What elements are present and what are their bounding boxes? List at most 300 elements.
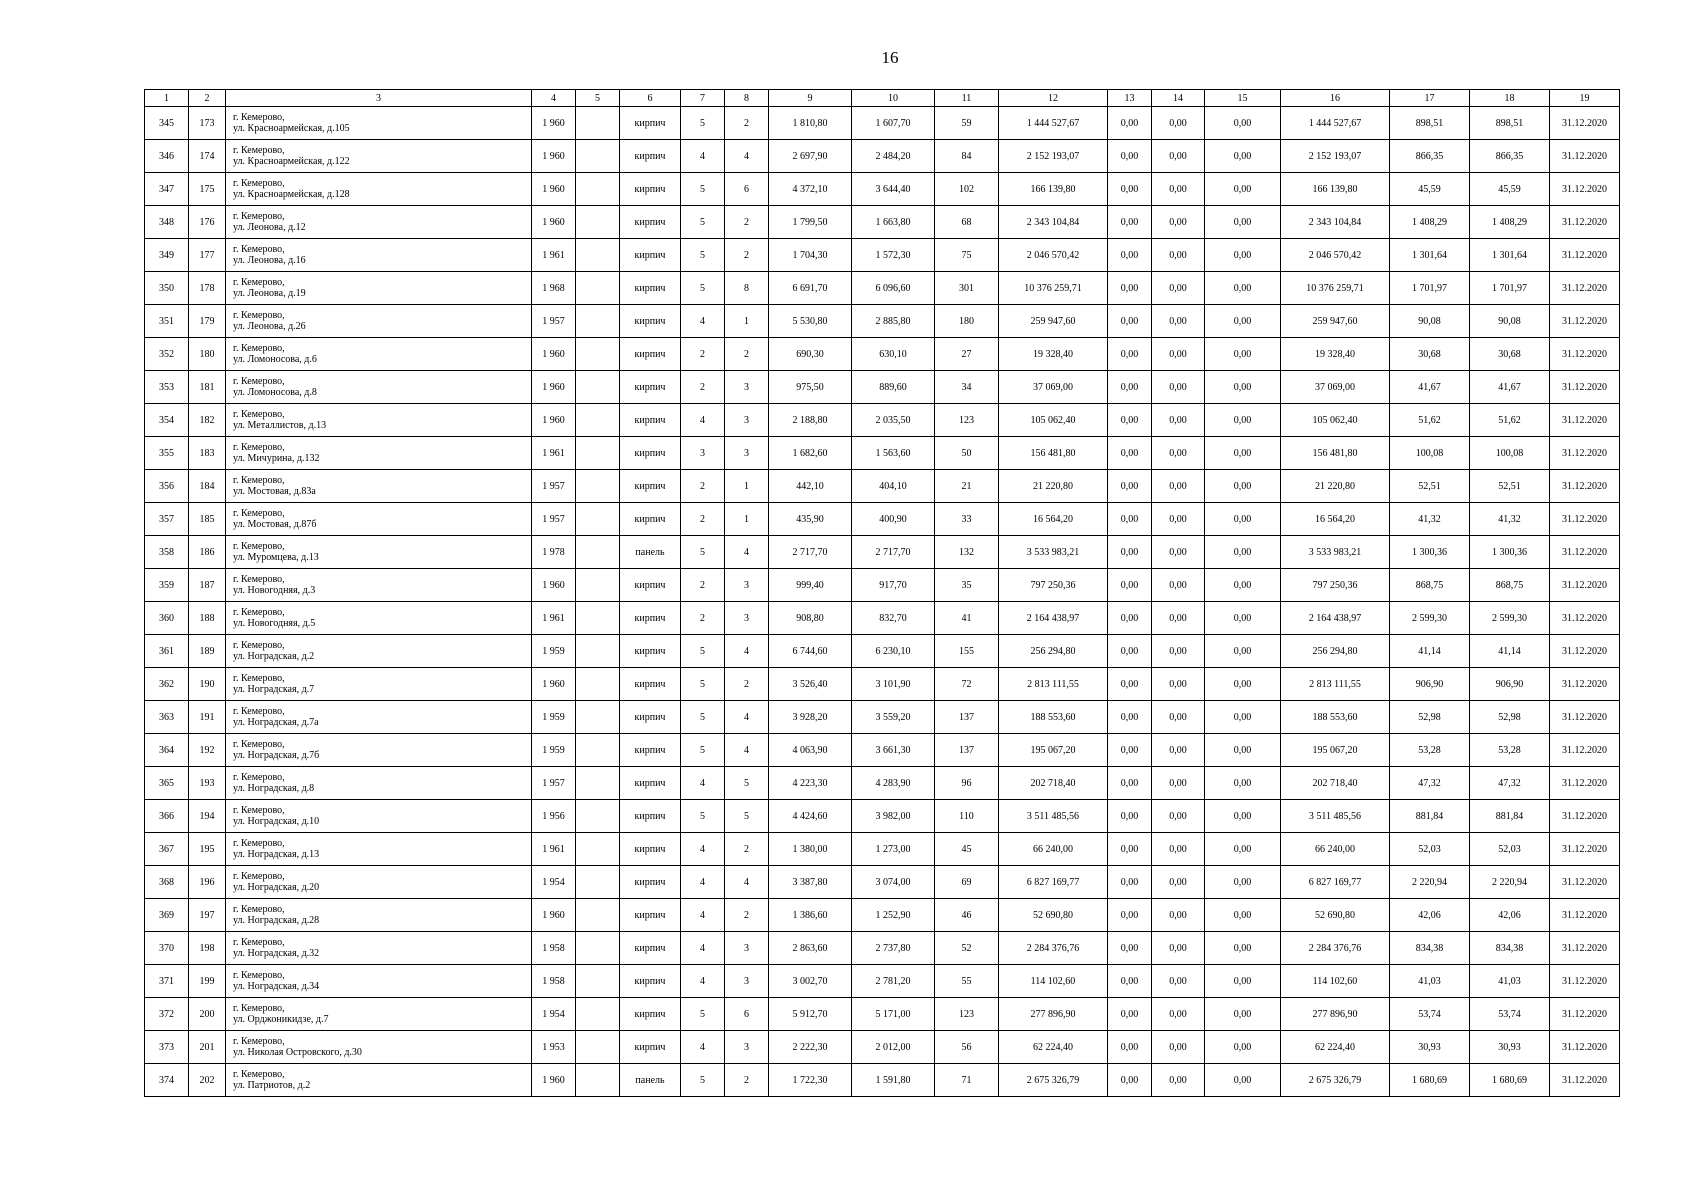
- floors-cell: 4: [681, 1031, 725, 1064]
- object-number-cell: 174: [189, 140, 226, 173]
- col14-cell: 0,00: [1152, 602, 1205, 635]
- date-cell: 31.12.2020: [1550, 107, 1620, 140]
- col15-cell: 0,00: [1205, 866, 1281, 899]
- material-cell: кирпич: [620, 998, 681, 1031]
- col16-cell: 2 046 570,42: [1281, 239, 1390, 272]
- row-number-cell: 373: [145, 1031, 189, 1064]
- living-area-cell: 1 563,60: [852, 437, 935, 470]
- total-area-cell: 4 372,10: [769, 173, 852, 206]
- floors-cell: 4: [681, 305, 725, 338]
- col13-cell: 0,00: [1108, 404, 1152, 437]
- col17-cell: 1 680,69: [1390, 1064, 1470, 1097]
- col12-cell: 19 328,40: [999, 338, 1108, 371]
- row-number-cell: 368: [145, 866, 189, 899]
- year-cell: 1 958: [532, 932, 576, 965]
- material-cell: панель: [620, 1064, 681, 1097]
- address-cell: [226, 173, 532, 206]
- address-cell: [226, 503, 532, 536]
- table-row: [145, 536, 1620, 569]
- date-cell: 31.12.2020: [1550, 371, 1620, 404]
- table-body: [145, 107, 1620, 1097]
- year-cell: 1 960: [532, 206, 576, 239]
- floors-cell: 5: [681, 635, 725, 668]
- col15-cell: 0,00: [1205, 371, 1281, 404]
- year-cell: 1 959: [532, 701, 576, 734]
- material-cell: кирпич: [620, 272, 681, 305]
- column-header-5: 5: [576, 90, 620, 107]
- floors-cell: 5: [681, 668, 725, 701]
- address-city: г. Кемерово,: [233, 772, 285, 783]
- object-number-cell: 180: [189, 338, 226, 371]
- col17-cell: 42,06: [1390, 899, 1470, 932]
- col18-cell: 1 680,69: [1470, 1064, 1550, 1097]
- entrances-cell: 6: [725, 998, 769, 1031]
- table-row: [145, 206, 1620, 239]
- col14-cell: 0,00: [1152, 569, 1205, 602]
- address-city: г. Кемерово,: [233, 706, 285, 717]
- col12-cell: 21 220,80: [999, 470, 1108, 503]
- entrances-cell: 3: [725, 1031, 769, 1064]
- col17-cell: 2 220,94: [1390, 866, 1470, 899]
- floors-cell: 4: [681, 404, 725, 437]
- table-row: [145, 272, 1620, 305]
- col17-cell: 100,08: [1390, 437, 1470, 470]
- row-number-cell: 359: [145, 569, 189, 602]
- living-area-cell: 3 644,40: [852, 173, 935, 206]
- living-area-cell: 2 717,70: [852, 536, 935, 569]
- year-cell: 1 960: [532, 1064, 576, 1097]
- year-cell: 1 960: [532, 569, 576, 602]
- residents-cell: 55: [935, 965, 999, 998]
- residents-cell: 132: [935, 536, 999, 569]
- address-street: ул. Ломоносова, д.8: [233, 387, 317, 398]
- col17-cell: 90,08: [1390, 305, 1470, 338]
- living-area-cell: 4 283,90: [852, 767, 935, 800]
- year-cell: 1 961: [532, 833, 576, 866]
- column-header-6: 6: [620, 90, 681, 107]
- table-row: [145, 668, 1620, 701]
- col15-cell: 0,00: [1205, 1064, 1281, 1097]
- address-city: г. Кемерово,: [233, 409, 285, 420]
- col18-cell: 51,62: [1470, 404, 1550, 437]
- table-header: [145, 90, 1620, 107]
- living-area-cell: 3 074,00: [852, 866, 935, 899]
- floors-cell: 4: [681, 965, 725, 998]
- address-street: ул. Ноградская, д.7а: [233, 717, 319, 728]
- residents-cell: 75: [935, 239, 999, 272]
- residents-cell: 155: [935, 635, 999, 668]
- residents-cell: 45: [935, 833, 999, 866]
- total-area-cell: 999,40: [769, 569, 852, 602]
- col16-cell: 3 511 485,56: [1281, 800, 1390, 833]
- col13-cell: 0,00: [1108, 437, 1152, 470]
- col18-cell: 868,75: [1470, 569, 1550, 602]
- address-city: г. Кемерово,: [233, 739, 285, 750]
- col12-cell: 3 511 485,56: [999, 800, 1108, 833]
- address-street: ул. Металлистов, д.13: [233, 420, 327, 431]
- address-city: г. Кемерово,: [233, 805, 285, 816]
- address-cell: [226, 305, 532, 338]
- col18-cell: 41,32: [1470, 503, 1550, 536]
- living-area-cell: 3 101,90: [852, 668, 935, 701]
- col16-cell: 797 250,36: [1281, 569, 1390, 602]
- column-header-16: 16: [1281, 90, 1390, 107]
- col5-cell: [576, 305, 620, 338]
- residents-cell: 27: [935, 338, 999, 371]
- material-cell: кирпич: [620, 701, 681, 734]
- col13-cell: 0,00: [1108, 668, 1152, 701]
- address-city: г. Кемерово,: [233, 970, 285, 981]
- object-number-cell: 192: [189, 734, 226, 767]
- col16-cell: 114 102,60: [1281, 965, 1390, 998]
- total-area-cell: 4 063,90: [769, 734, 852, 767]
- col16-cell: 2 164 438,97: [1281, 602, 1390, 635]
- col17-cell: 47,32: [1390, 767, 1470, 800]
- col13-cell: 0,00: [1108, 1031, 1152, 1064]
- material-cell: кирпич: [620, 569, 681, 602]
- object-number-cell: 182: [189, 404, 226, 437]
- col14-cell: 0,00: [1152, 107, 1205, 140]
- object-number-cell: 187: [189, 569, 226, 602]
- residents-cell: 68: [935, 206, 999, 239]
- living-area-cell: 1 273,00: [852, 833, 935, 866]
- col14-cell: 0,00: [1152, 272, 1205, 305]
- address-cell: [226, 140, 532, 173]
- object-number-cell: 185: [189, 503, 226, 536]
- col15-cell: 0,00: [1205, 1031, 1281, 1064]
- floors-cell: 4: [681, 767, 725, 800]
- material-cell: кирпич: [620, 305, 681, 338]
- living-area-cell: 1 607,70: [852, 107, 935, 140]
- col15-cell: 0,00: [1205, 734, 1281, 767]
- col17-cell: 52,98: [1390, 701, 1470, 734]
- col5-cell: [576, 107, 620, 140]
- living-area-cell: 2 737,80: [852, 932, 935, 965]
- entrances-cell: 2: [725, 239, 769, 272]
- col18-cell: 1 701,97: [1470, 272, 1550, 305]
- floors-cell: 3: [681, 437, 725, 470]
- row-number-cell: 367: [145, 833, 189, 866]
- entrances-cell: 2: [725, 899, 769, 932]
- table-row: [145, 305, 1620, 338]
- material-cell: кирпич: [620, 734, 681, 767]
- col18-cell: 52,51: [1470, 470, 1550, 503]
- date-cell: 31.12.2020: [1550, 503, 1620, 536]
- address-street: ул. Красноармейская, д.122: [233, 156, 350, 167]
- living-area-cell: 2 781,20: [852, 965, 935, 998]
- table-row: [145, 338, 1620, 371]
- address-cell: [226, 932, 532, 965]
- col16-cell: 1 444 527,67: [1281, 107, 1390, 140]
- col18-cell: 41,03: [1470, 965, 1550, 998]
- object-number-cell: 176: [189, 206, 226, 239]
- object-number-cell: 183: [189, 437, 226, 470]
- row-number-cell: 350: [145, 272, 189, 305]
- residents-cell: 110: [935, 800, 999, 833]
- column-header-4: 4: [532, 90, 576, 107]
- col12-cell: 259 947,60: [999, 305, 1108, 338]
- object-number-cell: 198: [189, 932, 226, 965]
- column-header-12: 12: [999, 90, 1108, 107]
- row-number-cell: 358: [145, 536, 189, 569]
- col16-cell: 2 343 104,84: [1281, 206, 1390, 239]
- col15-cell: 0,00: [1205, 206, 1281, 239]
- row-number-cell: 370: [145, 932, 189, 965]
- material-cell: кирпич: [620, 833, 681, 866]
- col17-cell: 868,75: [1390, 569, 1470, 602]
- year-cell: 1 960: [532, 140, 576, 173]
- material-cell: кирпич: [620, 767, 681, 800]
- total-area-cell: 3 002,70: [769, 965, 852, 998]
- table-row: [145, 404, 1620, 437]
- col16-cell: 105 062,40: [1281, 404, 1390, 437]
- col17-cell: 2 599,30: [1390, 602, 1470, 635]
- col15-cell: 0,00: [1205, 404, 1281, 437]
- col14-cell: 0,00: [1152, 173, 1205, 206]
- col5-cell: [576, 998, 620, 1031]
- floors-cell: 4: [681, 866, 725, 899]
- floors-cell: 2: [681, 503, 725, 536]
- address-city: г. Кемерово,: [233, 1069, 285, 1080]
- address-cell: [226, 404, 532, 437]
- year-cell: 1 954: [532, 866, 576, 899]
- column-header-7: 7: [681, 90, 725, 107]
- entrances-cell: 3: [725, 602, 769, 635]
- header-row: [145, 90, 1620, 107]
- date-cell: 31.12.2020: [1550, 437, 1620, 470]
- col17-cell: 898,51: [1390, 107, 1470, 140]
- col13-cell: 0,00: [1108, 470, 1152, 503]
- col17-cell: 52,03: [1390, 833, 1470, 866]
- object-number-cell: 178: [189, 272, 226, 305]
- address-cell: [226, 470, 532, 503]
- address-cell: [226, 536, 532, 569]
- col5-cell: [576, 1064, 620, 1097]
- row-number-cell: 356: [145, 470, 189, 503]
- page-number: 16: [881, 48, 899, 67]
- floors-cell: 4: [681, 899, 725, 932]
- col18-cell: 898,51: [1470, 107, 1550, 140]
- col15-cell: 0,00: [1205, 932, 1281, 965]
- col18-cell: 42,06: [1470, 899, 1550, 932]
- date-cell: 31.12.2020: [1550, 569, 1620, 602]
- col14-cell: 0,00: [1152, 965, 1205, 998]
- col5-cell: [576, 635, 620, 668]
- col15-cell: 0,00: [1205, 668, 1281, 701]
- address-street: ул. Мостовая, д.83а: [233, 486, 316, 497]
- col14-cell: 0,00: [1152, 701, 1205, 734]
- object-number-cell: 202: [189, 1064, 226, 1097]
- col18-cell: 41,14: [1470, 635, 1550, 668]
- address-city: г. Кемерово,: [233, 244, 285, 255]
- column-header-9: 9: [769, 90, 852, 107]
- table-row: [145, 635, 1620, 668]
- date-cell: 31.12.2020: [1550, 866, 1620, 899]
- col15-cell: 0,00: [1205, 107, 1281, 140]
- col14-cell: 0,00: [1152, 239, 1205, 272]
- table-row: [145, 767, 1620, 800]
- entrances-cell: 2: [725, 668, 769, 701]
- material-cell: кирпич: [620, 437, 681, 470]
- date-cell: 31.12.2020: [1550, 800, 1620, 833]
- col12-cell: 10 376 259,71: [999, 272, 1108, 305]
- col14-cell: 0,00: [1152, 470, 1205, 503]
- date-cell: 31.12.2020: [1550, 602, 1620, 635]
- year-cell: 1 957: [532, 305, 576, 338]
- living-area-cell: 400,90: [852, 503, 935, 536]
- entrances-cell: 4: [725, 866, 769, 899]
- address-city: г. Кемерово,: [233, 343, 285, 354]
- date-cell: 31.12.2020: [1550, 734, 1620, 767]
- col16-cell: 52 690,80: [1281, 899, 1390, 932]
- table-row: [145, 239, 1620, 272]
- year-cell: 1 968: [532, 272, 576, 305]
- floors-cell: 5: [681, 206, 725, 239]
- address-street: ул. Леонова, д.19: [233, 288, 306, 299]
- floors-cell: 5: [681, 800, 725, 833]
- col15-cell: 0,00: [1205, 998, 1281, 1031]
- col15-cell: 0,00: [1205, 833, 1281, 866]
- column-header-8: 8: [725, 90, 769, 107]
- address-cell: [226, 107, 532, 140]
- col13-cell: 0,00: [1108, 701, 1152, 734]
- address-street: ул. Ноградская, д.10: [233, 816, 320, 827]
- material-cell: кирпич: [620, 338, 681, 371]
- address-city: г. Кемерово,: [233, 310, 285, 321]
- floors-cell: 5: [681, 173, 725, 206]
- col14-cell: 0,00: [1152, 998, 1205, 1031]
- col5-cell: [576, 932, 620, 965]
- residents-cell: 137: [935, 734, 999, 767]
- col16-cell: 3 533 983,21: [1281, 536, 1390, 569]
- col15-cell: 0,00: [1205, 239, 1281, 272]
- col15-cell: 0,00: [1205, 569, 1281, 602]
- col13-cell: 0,00: [1108, 635, 1152, 668]
- year-cell: 1 959: [532, 734, 576, 767]
- total-area-cell: 2 717,70: [769, 536, 852, 569]
- address-cell: [226, 569, 532, 602]
- material-cell: кирпич: [620, 107, 681, 140]
- col5-cell: [576, 173, 620, 206]
- col13-cell: 0,00: [1108, 767, 1152, 800]
- col16-cell: 2 813 111,55: [1281, 668, 1390, 701]
- table-row: [145, 932, 1620, 965]
- address-street: ул. Леонова, д.26: [233, 321, 306, 332]
- address-street: ул. Ноградская, д.28: [233, 915, 320, 926]
- col12-cell: 277 896,90: [999, 998, 1108, 1031]
- col16-cell: 259 947,60: [1281, 305, 1390, 338]
- residents-cell: 56: [935, 1031, 999, 1064]
- address-city: г. Кемерово,: [233, 640, 285, 651]
- row-number-cell: 353: [145, 371, 189, 404]
- material-cell: кирпич: [620, 899, 681, 932]
- row-number-cell: 354: [145, 404, 189, 437]
- column-header-19: 19: [1550, 90, 1620, 107]
- date-cell: 31.12.2020: [1550, 1064, 1620, 1097]
- year-cell: 1 957: [532, 503, 576, 536]
- year-cell: 1 957: [532, 767, 576, 800]
- col17-cell: 30,68: [1390, 338, 1470, 371]
- col18-cell: 866,35: [1470, 140, 1550, 173]
- floors-cell: 4: [681, 833, 725, 866]
- col12-cell: 37 069,00: [999, 371, 1108, 404]
- material-cell: кирпич: [620, 371, 681, 404]
- address-street: ул. Ноградская, д.7: [233, 684, 315, 695]
- entrances-cell: 3: [725, 569, 769, 602]
- address-cell: [226, 602, 532, 635]
- address-street: ул. Ноградская, д.32: [233, 948, 320, 959]
- address-cell: [226, 734, 532, 767]
- date-cell: 31.12.2020: [1550, 536, 1620, 569]
- residents-cell: 34: [935, 371, 999, 404]
- column-header-2: 2: [189, 90, 226, 107]
- object-number-cell: 184: [189, 470, 226, 503]
- col14-cell: 0,00: [1152, 866, 1205, 899]
- residents-cell: 52: [935, 932, 999, 965]
- col16-cell: 66 240,00: [1281, 833, 1390, 866]
- total-area-cell: 2 188,80: [769, 404, 852, 437]
- column-header-15: 15: [1205, 90, 1281, 107]
- col16-cell: 19 328,40: [1281, 338, 1390, 371]
- table-row: [145, 140, 1620, 173]
- material-cell: кирпич: [620, 932, 681, 965]
- address-cell: [226, 701, 532, 734]
- col15-cell: 0,00: [1205, 338, 1281, 371]
- total-area-cell: 1 722,30: [769, 1064, 852, 1097]
- address-street: ул. Новогодняя, д.3: [233, 585, 316, 596]
- col12-cell: 166 139,80: [999, 173, 1108, 206]
- col18-cell: 52,03: [1470, 833, 1550, 866]
- row-number-cell: 363: [145, 701, 189, 734]
- table-row: [145, 371, 1620, 404]
- residents-cell: 301: [935, 272, 999, 305]
- row-number-cell: 351: [145, 305, 189, 338]
- col5-cell: [576, 503, 620, 536]
- col15-cell: 0,00: [1205, 173, 1281, 206]
- address-city: г. Кемерово,: [233, 673, 285, 684]
- col5-cell: [576, 899, 620, 932]
- col15-cell: 0,00: [1205, 272, 1281, 305]
- col15-cell: 0,00: [1205, 965, 1281, 998]
- address-street: ул. Ноградская, д.13: [233, 849, 320, 860]
- col18-cell: 906,90: [1470, 668, 1550, 701]
- total-area-cell: 975,50: [769, 371, 852, 404]
- col5-cell: [576, 272, 620, 305]
- total-area-cell: 3 387,80: [769, 866, 852, 899]
- date-cell: 31.12.2020: [1550, 239, 1620, 272]
- entrances-cell: 1: [725, 305, 769, 338]
- object-number-cell: 175: [189, 173, 226, 206]
- col5-cell: [576, 965, 620, 998]
- col17-cell: 53,74: [1390, 998, 1470, 1031]
- col12-cell: 2 813 111,55: [999, 668, 1108, 701]
- total-area-cell: 1 380,00: [769, 833, 852, 866]
- col18-cell: 47,32: [1470, 767, 1550, 800]
- address-street: ул. Ноградская, д.34: [233, 981, 320, 992]
- year-cell: 1 960: [532, 338, 576, 371]
- material-cell: кирпич: [620, 635, 681, 668]
- address-city: г. Кемерово,: [233, 475, 285, 486]
- address-cell: [226, 206, 532, 239]
- entrances-cell: 5: [725, 800, 769, 833]
- row-number-cell: 348: [145, 206, 189, 239]
- total-area-cell: 2 222,30: [769, 1031, 852, 1064]
- address-street: ул. Красноармейская, д.128: [233, 189, 350, 200]
- material-cell: кирпич: [620, 866, 681, 899]
- col16-cell: 16 564,20: [1281, 503, 1390, 536]
- living-area-cell: 1 663,80: [852, 206, 935, 239]
- col14-cell: 0,00: [1152, 932, 1205, 965]
